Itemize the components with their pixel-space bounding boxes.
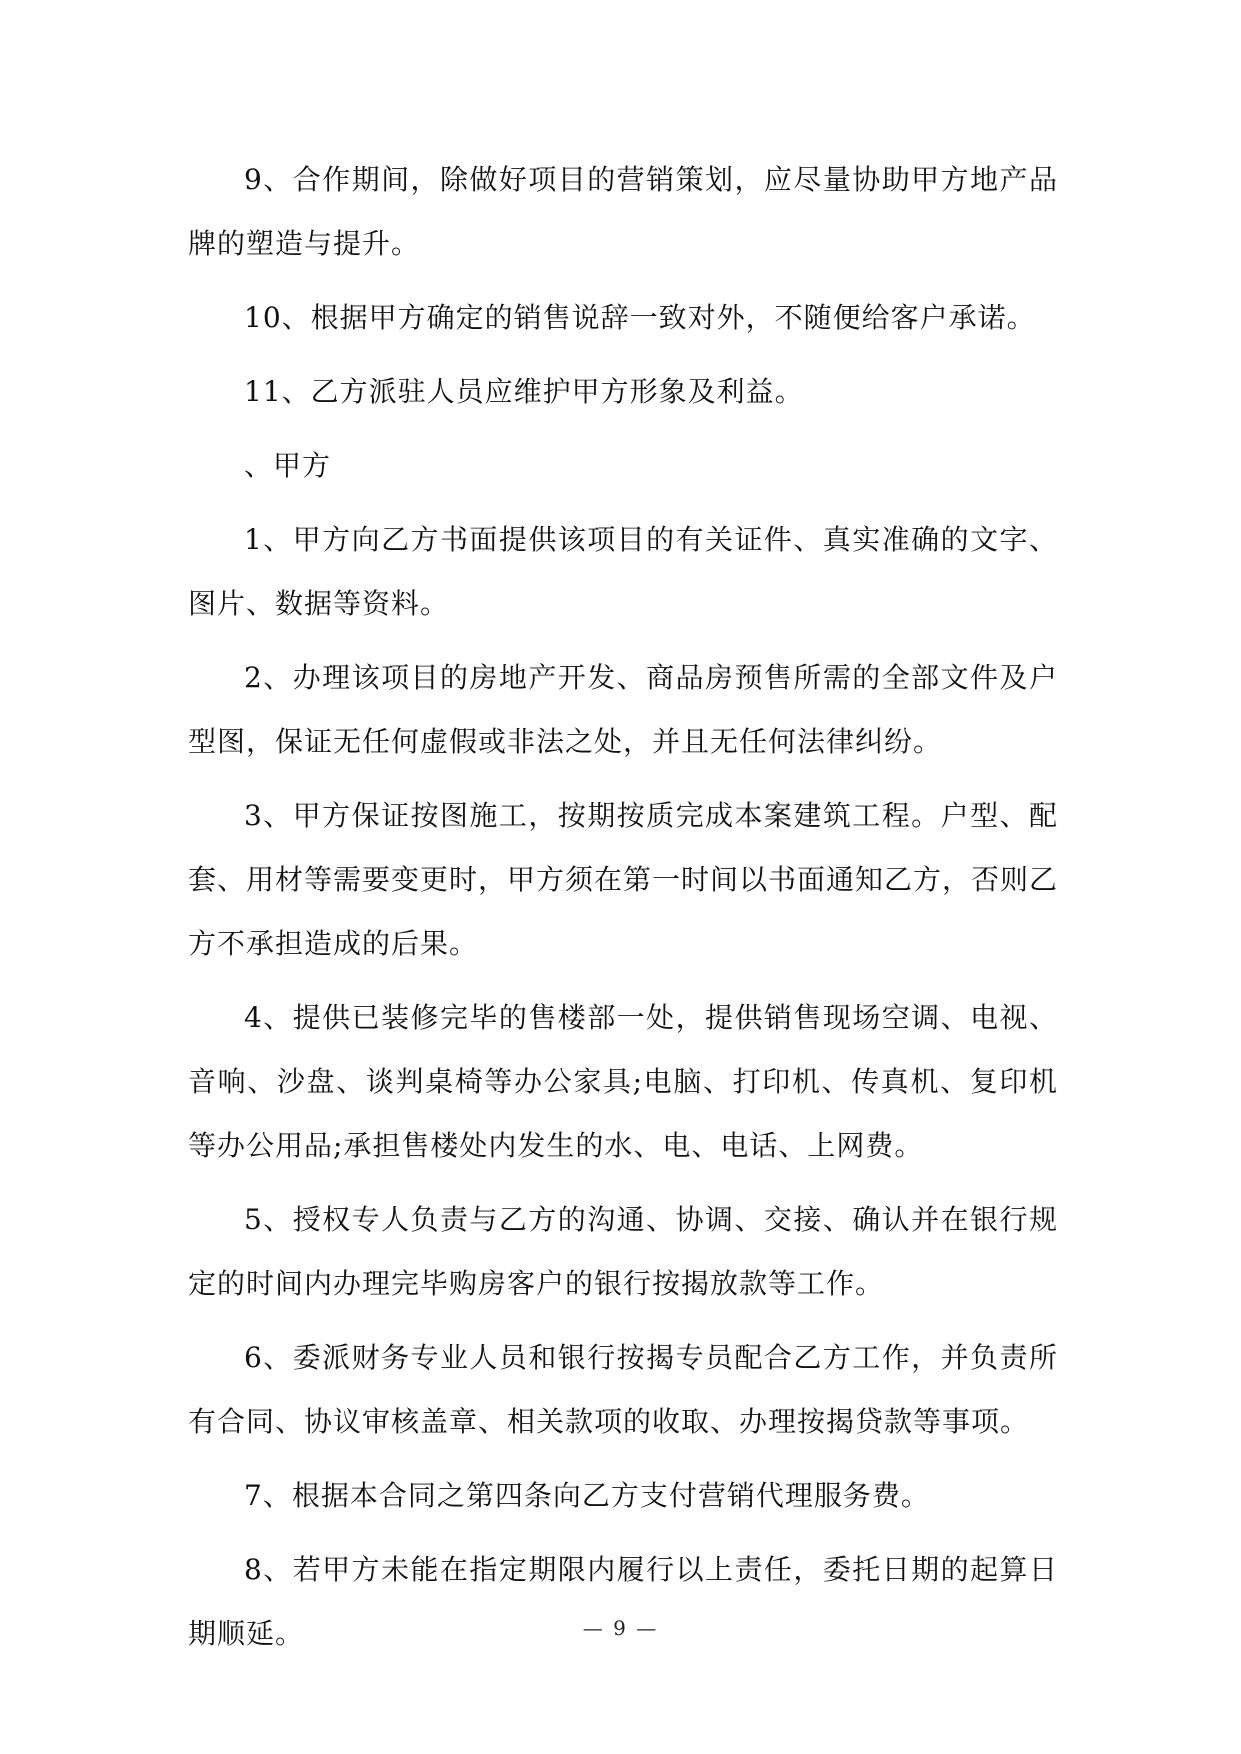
- paragraph-item-11: 11、乙方派驻人员应维护甲方形象及利益。: [244, 375, 804, 408]
- paragraph-item-10: 10、根据甲方确定的销售说辞一致对外，不随便给客户承诺。: [244, 301, 1036, 334]
- paragraph-party-a-4: 4、提供已装修完毕的售楼部一处，提供销售现场空调、电视、音响、沙盘、谈判桌椅等办公家具;电脑、打印机、传真机、复印机等办公用品;承担售楼处内发生的水、电、电话、上网费。: [188, 1001, 1058, 1162]
- section-heading-party-a: 、甲方: [244, 449, 332, 482]
- paragraph-party-a-5: 5、授权专人负责与乙方的沟通、协调、交接、确认并在银行规定的时间内办理完毕购房客户的银行按揭放款等工作。: [188, 1203, 1058, 1300]
- paragraph-party-a-6: 6、委派财务专业人员和银行按揭专员配合乙方工作，并负责所有合同、协议审核盖章、相关款项的收取、办理按揭贷款等事项。: [188, 1341, 1058, 1438]
- paragraph-item-9: 9、合作期间，除做好项目的营销策划，应尽量协助甲方地产品牌的塑造与提升。: [188, 163, 1058, 260]
- paragraph-party-a-7: 7、根据本合同之第四条向乙方支付营销代理服务费。: [244, 1479, 930, 1512]
- paragraph-party-a-8: 8、若甲方未能在指定期限内履行以上责任，委托日期的起算日期顺延。: [188, 1553, 1058, 1650]
- page-number: — 9 —: [582, 1616, 659, 1640]
- paragraph-party-a-1: 1、甲方向乙方书面提供该项目的有关证件、真实准确的文字、图片、数据等资料。: [188, 523, 1058, 620]
- document-body: [188, 148, 1058, 1676]
- paragraph-party-a-2: 2、办理该项目的房地产开发、商品房预售所需的全部文件及户型图，保证无任何虚假或非法之处，并且无任何法律纠纷。: [188, 661, 1058, 758]
- paragraph-party-a-3: 3、甲方保证按图施工，按期按质完成本案建筑工程。户型、配套、用材等需要变更时，甲方须在第一时间以书面通知乙方，否则乙方不承担造成的后果。: [188, 799, 1059, 960]
